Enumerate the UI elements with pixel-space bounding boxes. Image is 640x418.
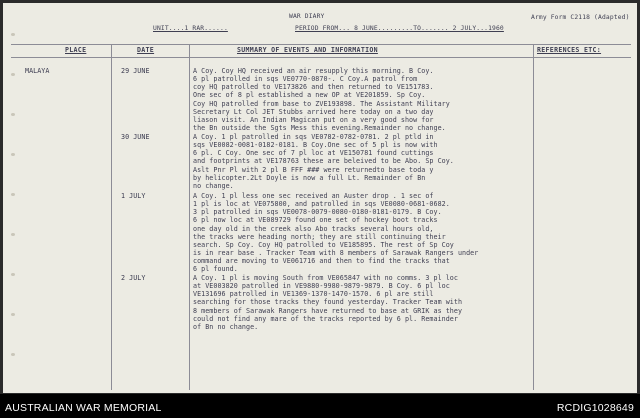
entry-line: 3 pl patrolled in sqs VE0078-0079-0080-0180-0181-0179. B Coy. <box>193 208 442 217</box>
entry-line: could not find any mare of the tracks reported by 6 pl. Remainder <box>193 314 458 323</box>
entry-line: 6 pl found. <box>193 265 238 274</box>
entry-line: searching for those tracks they found yesterday. Tracker Team with <box>193 298 463 307</box>
entry-line: Coy HQ patrolled from base to ZVE193898. The Assistant Military <box>193 99 450 108</box>
entry-line: 8 members of Sarawak Rangers have returned to base at GRIK as they <box>193 306 463 315</box>
entry-line: command are moving to VE061716 and then to find the tracks that <box>193 257 450 266</box>
divider-place <box>111 44 112 390</box>
entry-date: 29 JUNE <box>121 67 150 75</box>
entry-line: A Coy. 1 pl less one sec received an Auster drop . 1 sec of <box>193 192 434 200</box>
institution-name: AUSTRALIAN WAR MEMORIAL <box>5 402 162 414</box>
col-summary: SUMMARY OF EVENTS AND INFORMATION <box>237 46 378 54</box>
entry-line: 6 pl patrolled in sqs VE0770-0870-. C Coy.A patrol from <box>193 75 418 84</box>
unit-field: UNIT....1 RAR...... <box>153 25 228 32</box>
entry-line: of Bn no change. <box>193 322 259 331</box>
period-field: PERIOD FROM... 8 JUNE.........TO....... 2 JULY...1960 <box>295 25 504 32</box>
col-place: PLACE <box>65 46 87 54</box>
entry-text <box>193 133 454 190</box>
entry-line: coy HQ patrolled to VE173826 and then returned to VE151783. <box>193 83 434 92</box>
entry-line: A Coy. 1 pl patrolled in sqs VE0782-0782-0781. 2 pl ptld in <box>193 133 434 141</box>
entry-line: A Coy. 1 pl is moving South from VE065847 with no comms. 3 pl loc <box>193 274 458 282</box>
entry-line: by helicopter.2Lt Doyle is now a full Lt. Remainder of Bn <box>193 173 426 182</box>
col-date: DATE <box>137 46 155 54</box>
entry-line: no change. <box>193 181 234 190</box>
entry-line: one day old in the creek also Abo tracks several hours old, <box>193 224 434 233</box>
entry-date: 1 JULY <box>121 192 146 200</box>
entry-text <box>193 274 462 331</box>
entry-line: search. Sp Coy. Coy HQ patrolled to VE185895. The rest of Sp Coy <box>193 240 454 249</box>
diary-page <box>3 3 637 393</box>
entry-line: 6 pl. C Coy. One sec of 7 pl loc at VE150781 found cuttings <box>193 149 434 158</box>
entry-line: One sec of 8 pl established a new OP at VE201859. Sp Coy. <box>193 91 426 100</box>
entry-line: at VE003820 patrolled in VE9880-9980-9879-9879. B Coy. 6 pl loc <box>193 282 450 291</box>
entry-line: Aslt Pnr Pl with 2 pl B FFF ### were returnedto base toda y <box>193 165 434 174</box>
header-rule-top <box>11 44 631 45</box>
entry-place: MALAYA <box>25 67 50 75</box>
entry-line: the tracks were heading north; they are still continuing their <box>193 232 446 241</box>
entry-date: 2 JULY <box>121 274 146 282</box>
entry-line: Secretary Lt Col JET Stubbs arrived here today on a two day <box>193 107 434 116</box>
entry-text <box>193 67 450 132</box>
entry-line: A Coy. Coy HQ received an air resupply this morning. B Coy. <box>193 67 434 75</box>
entry-line: VE131696 patrolled in VE1369-1370-1470-1570. 6 pl are still <box>193 290 434 299</box>
entry-line: 1 pl is loc at VE075800, and patrolled in sqs VE0080-0681-0682. <box>193 200 450 209</box>
record-reference: RCDIG1028649 <box>556 402 634 414</box>
archive-footer <box>0 394 640 418</box>
divider-summary <box>533 44 534 390</box>
entry-line: 6 pl now loc at VE089729 found one set of hockey boot tracks <box>193 216 438 225</box>
col-references: REFERENCES ETC: <box>537 46 602 54</box>
entry-line: is in rear base . Tracker Team with 8 members of Sarawak Rangers under <box>193 249 479 258</box>
entry-line: the Bn outside the Sgts Mess this evening.Remainder no change. <box>193 124 446 133</box>
form-number: Army Form C2118 (Adapted) <box>531 14 630 21</box>
entry-line: liason visit. An Indian Magican put on a very good show for <box>193 115 434 124</box>
entry-line: and footprints at VE178763 these are beleived to be Abo. Sp Coy. <box>193 157 454 166</box>
divider-date <box>189 44 190 390</box>
entry-line: sqs VE0082-0081-0182-0181. B Coy.One sec of 5 pl is now with <box>193 141 438 150</box>
entry-text <box>193 192 478 274</box>
entry-date: 30 JUNE <box>121 133 150 141</box>
diary-title: WAR DIARY <box>289 13 325 20</box>
header-rule-bottom <box>11 57 631 58</box>
